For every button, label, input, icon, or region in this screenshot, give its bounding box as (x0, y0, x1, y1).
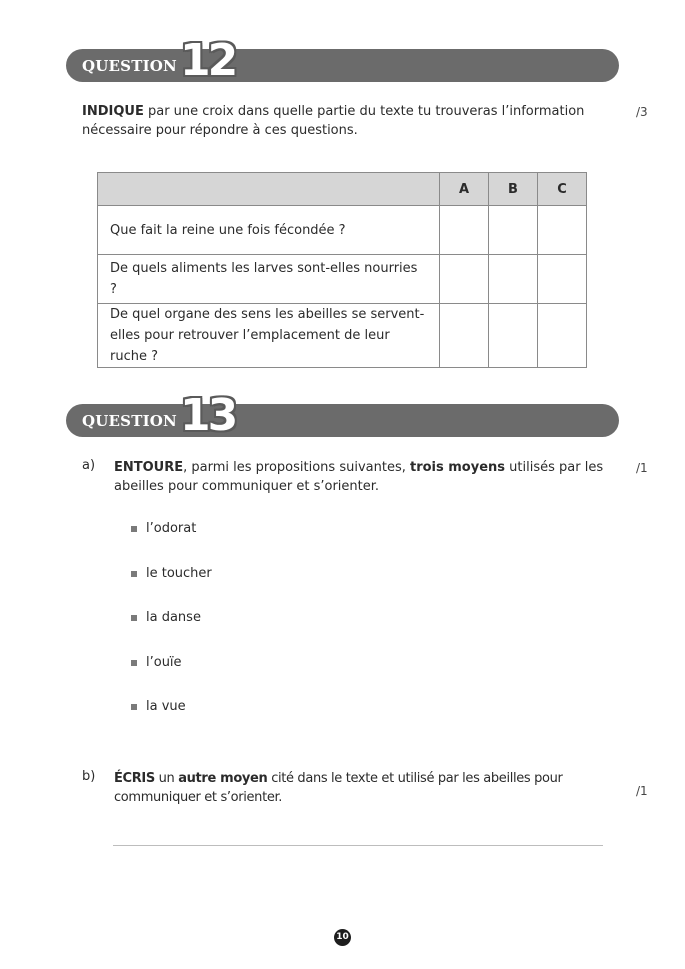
option-label: l’odorat (146, 521, 197, 536)
option-label: la danse (146, 610, 201, 625)
part-b-instruction (114, 769, 614, 807)
bullet-icon (131, 704, 137, 710)
instruction-emphasis: trois moyens (409, 460, 506, 475)
option-item[interactable] (131, 521, 212, 566)
bullet-icon (131, 615, 137, 621)
part-a-letter: a) (82, 458, 96, 473)
question-12-score: /3 (636, 105, 648, 119)
option-item[interactable] (131, 566, 212, 611)
instruction-verb: ÉCRIS (114, 771, 155, 786)
instruction-emphasis: autre moyen (178, 771, 268, 786)
row-question: Que fait la reine une fois fécondée ? (98, 206, 440, 255)
part-b-score: /1 (636, 784, 648, 798)
answer-line[interactable] (113, 845, 603, 846)
question-label: QUESTION (82, 57, 177, 75)
bullet-icon (131, 526, 137, 532)
question-number: 13 (180, 390, 236, 441)
option-label: l’ouïe (146, 654, 182, 670)
answer-table (97, 172, 587, 368)
option-item[interactable] (131, 699, 212, 744)
answer-cell-c[interactable] (538, 206, 587, 255)
options-list (131, 521, 212, 744)
bullet-icon (131, 571, 137, 577)
question-13-header (66, 390, 619, 441)
question-number: 12 (180, 35, 236, 86)
answer-cell-b[interactable] (489, 304, 538, 368)
instruction-text: cité dans le texte et utilisé par les abeilles pour communiquer et s’orienter. (114, 771, 563, 805)
instruction-text: un (154, 771, 179, 786)
question-12-header (66, 35, 619, 86)
instruction-text: , parmi les propositions suivantes, (183, 460, 410, 475)
instruction-text: par une croix dans quelle partie du texte tu trouveras l’information nécessaire pour répondre à ces questions. (82, 104, 585, 138)
bullet-icon (131, 660, 137, 666)
answer-cell-b[interactable] (489, 206, 538, 255)
answer-cell-a[interactable] (440, 255, 489, 304)
option-item[interactable] (131, 610, 212, 655)
table-header-row (98, 173, 587, 206)
table-header-blank (98, 173, 440, 206)
question-12-instruction (82, 102, 612, 140)
column-header-c: C (538, 173, 587, 206)
column-header-a: A (440, 173, 489, 206)
answer-cell-a[interactable] (440, 206, 489, 255)
instruction-verb: ENTOURE (114, 460, 184, 475)
question-label: QUESTION (82, 412, 177, 430)
instruction-text: utilisés par les abeilles pour communiquer et s’orienter. (114, 460, 604, 494)
answer-cell-c[interactable] (538, 255, 587, 304)
answer-cell-b[interactable] (489, 255, 538, 304)
option-label: le toucher (146, 565, 212, 581)
option-label: la vue (146, 699, 186, 714)
instruction-verb: INDIQUE (82, 104, 144, 119)
part-a-instruction (114, 458, 614, 496)
table-row (98, 255, 587, 304)
answer-cell-c[interactable] (538, 304, 587, 368)
column-header-b: B (489, 173, 538, 206)
part-a-score: /1 (636, 461, 648, 475)
table-row (98, 206, 587, 255)
part-b-letter: b) (82, 769, 96, 784)
option-item[interactable] (131, 655, 212, 700)
answer-cell-a[interactable] (440, 304, 489, 368)
row-question: De quels aliments les larves sont-elles nourries ? (98, 255, 440, 304)
row-question: De quel organe des sens les abeilles se servent-elles pour retrouver l’emplacement de leur ruche ? (98, 304, 440, 368)
page-number: 10 (334, 929, 351, 946)
table-row (98, 304, 587, 368)
